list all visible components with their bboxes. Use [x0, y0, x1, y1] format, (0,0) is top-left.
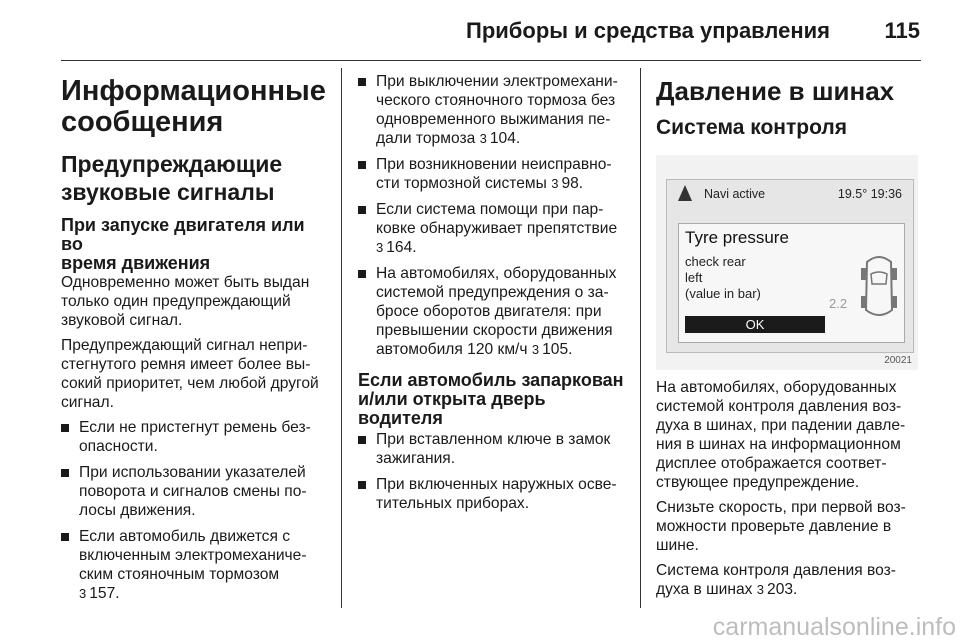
- paragraph: [656, 378, 926, 492]
- pressure-value: 2.2: [829, 296, 848, 311]
- text-line: превышении скорости движения: [376, 322, 613, 339]
- topic-heading-line: время движения: [61, 253, 211, 273]
- text-line: На автомобилях, оборудованных: [376, 265, 617, 282]
- text-line: шине.: [656, 537, 699, 554]
- bullet-icon: [358, 481, 366, 489]
- bullet-icon: [61, 533, 69, 541]
- tyre-rear-left-icon: [861, 296, 866, 308]
- bullet-icon: [61, 424, 69, 432]
- page-number: 115: [884, 18, 920, 43]
- text-line: ковке обнаруживает препятствие: [376, 220, 618, 237]
- subsection-title-line: Предупреждающие: [61, 151, 283, 177]
- text-line: [79, 584, 331, 603]
- column-divider-2: [640, 68, 641, 608]
- text-line: При включенных наружных осве-: [376, 476, 617, 493]
- page-reference[interactable]: 104.: [489, 130, 521, 147]
- display-status-bar: [666, 183, 912, 205]
- text-line: [376, 174, 626, 193]
- column-1: [61, 70, 331, 610]
- text-line: одновременного выжимания пе-: [376, 111, 611, 128]
- topic-heading-line: и/или открыта дверь водителя: [358, 389, 546, 428]
- list-item: [358, 155, 626, 193]
- warning-dialog: [678, 223, 905, 343]
- text-line: При выключении электромехани-: [376, 73, 618, 90]
- tyre-rear-right-icon: [892, 296, 897, 308]
- page-reference[interactable]: 98.: [561, 175, 584, 192]
- page-reference-icon: 3: [756, 582, 765, 597]
- bullet-list: [61, 418, 331, 603]
- column-2: [358, 72, 626, 520]
- dialog-message-line: check rear: [685, 254, 746, 269]
- column-3: [656, 70, 926, 605]
- dialog-title: Tyre pressure: [685, 228, 789, 247]
- page-reference[interactable]: 203.: [767, 581, 798, 598]
- page-reference-icon: 3: [551, 176, 559, 191]
- text-line: При возникновении неисправно-: [376, 156, 612, 173]
- paragraph: [656, 498, 926, 555]
- subsection-title-line: звуковые сигналы: [61, 179, 275, 205]
- text-line: Снизьте скорость, при первой воз-: [656, 499, 906, 516]
- section-title-line: сообщения: [61, 106, 224, 138]
- bullet-list: [358, 72, 626, 359]
- header-title: Приборы и средства управления: [466, 18, 830, 43]
- temperature-time-text: 19.5° 19:36: [837, 187, 902, 201]
- text-line: системой контроля давления воз-: [656, 398, 902, 415]
- text-line: духа в шинах, при падении давле-: [656, 417, 906, 434]
- list-item: [358, 430, 626, 468]
- text-line: поворота и сигналов смены по-: [79, 483, 307, 500]
- text-line: Одновременно может быть выдан: [61, 274, 310, 291]
- text-line: Если автомобиль движется с: [79, 528, 291, 545]
- topic-heading: [61, 216, 331, 273]
- text-line: системой предупреждения о за-: [376, 284, 609, 301]
- page-reference-icon: 3: [531, 342, 540, 357]
- tyre-pressure-figure: [656, 155, 918, 370]
- list-item: [61, 463, 331, 520]
- dialog-message-line: left: [685, 270, 703, 285]
- subsection-title: Система контроля: [656, 116, 847, 139]
- navigation-arrow-icon: [678, 185, 692, 201]
- bullet-icon: [358, 78, 366, 86]
- text-line: стегнутого ремня имеет более вы-: [61, 356, 311, 373]
- text-line: [376, 340, 626, 359]
- bullet-list: [358, 430, 626, 513]
- dialog-message: [685, 254, 761, 302]
- text-line: бросе оборотов двигателя: при: [376, 303, 602, 320]
- car-top-view-icon: [859, 252, 899, 322]
- section-title: Давление в шинах: [656, 76, 895, 106]
- bullet-icon: [358, 270, 366, 278]
- page-reference[interactable]: 164.: [386, 239, 417, 256]
- bullet-icon: [358, 436, 366, 444]
- text-line: ствующее предупреждение.: [656, 474, 860, 491]
- text-line: сигнал.: [61, 394, 114, 411]
- text-line: опасности.: [79, 438, 158, 455]
- list-item: [358, 264, 626, 359]
- page-reference-icon: 3: [376, 240, 384, 255]
- navi-status-text: Navi active: [704, 187, 766, 201]
- text-line: ческого стояночного тормоза без: [376, 92, 616, 109]
- text-line: Система контроля давления воз-: [656, 562, 896, 579]
- text-line: Предупреждающий сигнал непри-: [61, 337, 308, 354]
- paragraph: [61, 336, 331, 412]
- page-header: [0, 0, 960, 60]
- topic-heading-line: Если автомобиль запаркован: [358, 370, 624, 390]
- page-reference[interactable]: 157.: [89, 585, 120, 602]
- bullet-icon: [358, 206, 366, 214]
- text-line: зажигания.: [376, 450, 456, 467]
- bullet-icon: [61, 469, 69, 477]
- text-line: [656, 580, 926, 599]
- page-reference-icon: 3: [79, 586, 87, 601]
- topic-heading-line: При запуске двигателя или во: [61, 215, 305, 254]
- text-line: При вставленном ключе в замок: [376, 431, 611, 448]
- section-title: [61, 76, 331, 138]
- watermark: carmanualsonline.info: [712, 613, 956, 641]
- text-line: сокий приоритет, чем любой другой: [61, 375, 319, 392]
- text-line: ния в шинах на информационном: [656, 436, 901, 453]
- text-fragment: автомобиля 120 км/ч: [376, 341, 528, 358]
- tyre-front-left-icon: [861, 268, 866, 280]
- text-line: Если система помощи при пар-: [376, 201, 604, 218]
- text-line: включенным электромеханиче-: [79, 547, 307, 564]
- figure-code: 20021: [884, 355, 912, 366]
- list-item: [358, 475, 626, 513]
- text-line: При использовании указателей: [79, 464, 306, 481]
- list-item: [358, 200, 626, 257]
- text-line: лосы движения.: [79, 502, 196, 519]
- list-item: [358, 72, 626, 148]
- paragraph: [61, 273, 331, 330]
- text-line: [376, 129, 626, 148]
- text-fragment: сти тормозной системы: [376, 175, 547, 192]
- text-line: Если не пристегнут ремень без-: [79, 419, 311, 436]
- tyre-front-right-icon: [892, 268, 897, 280]
- bullet-icon: [358, 161, 366, 169]
- header-divider: [61, 60, 921, 61]
- page-reference-icon: 3: [479, 131, 487, 146]
- text-fragment: духа в шинах: [656, 581, 753, 598]
- dialog-message-line: (value in bar): [685, 286, 761, 301]
- text-line: ским стояночным тормозом: [79, 566, 280, 583]
- text-fragment: дали тормоза: [376, 130, 476, 147]
- ok-button[interactable]: OK: [685, 316, 825, 333]
- section-title-line: Информационные: [61, 75, 326, 107]
- text-line: звуковой сигнал.: [61, 312, 183, 329]
- subsection-title: [61, 150, 331, 206]
- text-line: дисплее отображается соответ-: [656, 455, 887, 472]
- list-item: [61, 418, 331, 456]
- page-reference[interactable]: 105.: [542, 341, 573, 358]
- text-line: можности проверьте давление в: [656, 518, 892, 535]
- column-divider-1: [341, 68, 342, 608]
- list-item: [61, 527, 331, 603]
- topic-heading: [358, 371, 626, 428]
- paragraph: [656, 561, 926, 599]
- text-line: тительных приборах.: [376, 495, 530, 512]
- text-line: только один предупреждающий: [61, 293, 291, 310]
- text-line: На автомобилях, оборудованных: [656, 379, 897, 396]
- text-line: [376, 238, 626, 257]
